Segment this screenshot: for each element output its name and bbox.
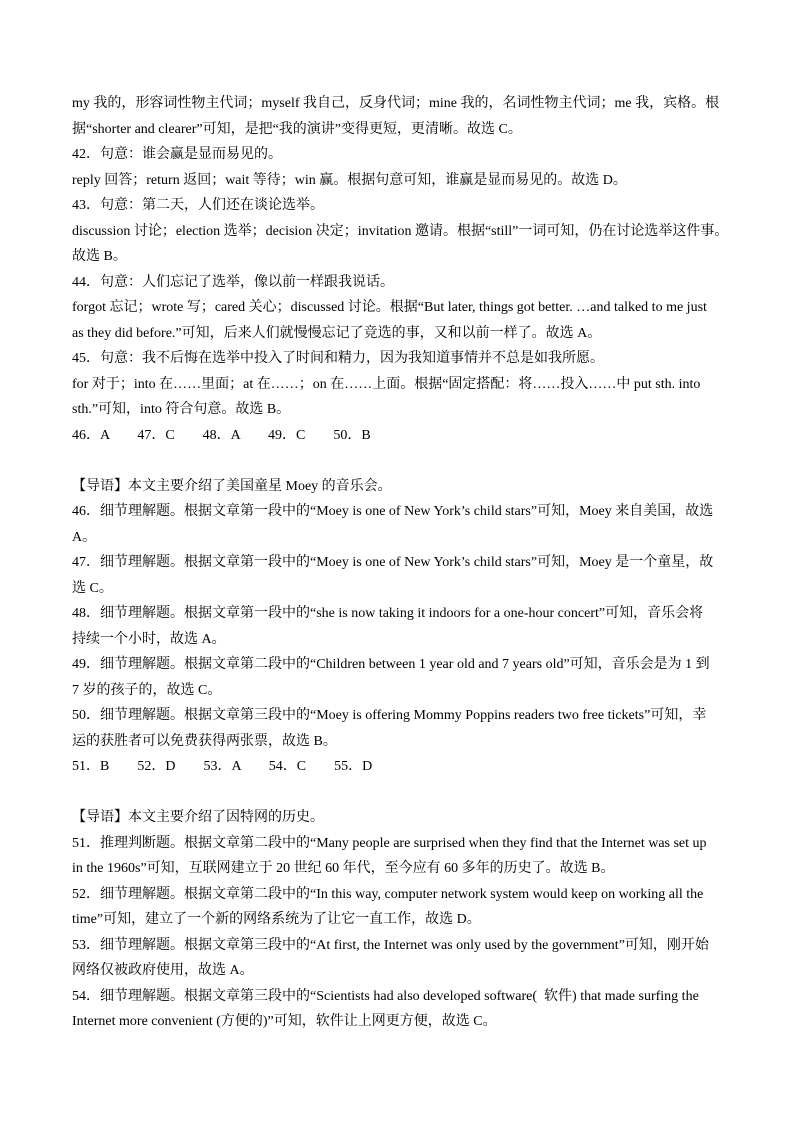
answer-explanations [72, 91, 732, 1035]
blank-line [72, 448, 732, 474]
text-line: 50．细节理解题。根据文章第三段中的“Moey is offering Mommy Poppins readers two free tickets”可知，幸 [72, 708, 707, 723]
text-line: 44．句意：人们忘记了选举，像以前一样跟我说话。 [72, 274, 394, 290]
text-line: 52．细节理解题。根据文章第二段中的“In this way, computer network system would keep on working all the [72, 886, 704, 902]
text-line: 7 岁的孩子的，故选 C。 [72, 682, 222, 698]
text-line: 45．句意：我不后悔在选举中投入了时间和精力，因为我知道事情并不总是如我所愿。 [72, 351, 604, 366]
text-line: 51．推理判断题。根据文章第二段中的“Many people are surprised when they find that the Internet was set up [72, 835, 707, 851]
text-line: in the 1960s”可知，互联网建立于 20 世纪 60 年代，至今应有 60 多年的历史了。故选 B。 [72, 861, 615, 876]
text-line: 运的获胜者可以免费获得两张票，故选 B。 [72, 733, 337, 749]
blank-line [72, 780, 732, 806]
text-line: discussion 讨论；election 选举；decision 决定；invitation 邀请。根据“still”一词可知，仍在讨论选举这件事。 [72, 223, 729, 239]
text-line: 47．细节理解题。根据文章第一段中的“Moey is one of New York’s child stars”可知，Moey 是一个童星，故 [72, 555, 714, 570]
text-line: 53．细节理解题。根据文章第三段中的“At first, the Internet was only used by the government”可知，刚开始 [72, 937, 709, 953]
text-line: Internet more convenient (方便的)”可知，软件让上网更方便，故选 C。 [72, 1014, 497, 1029]
answer-key-line: 46．A 47．C 48．A 49．C 50．B [72, 427, 371, 443]
text-line: for 对于；into 在……里面；at 在……；on 在……上面。根据“固定搭配：将……投入……中 put sth. into [72, 376, 701, 392]
text-line: 网络仅被政府使用，故选 A。 [72, 963, 254, 978]
text-line: 43．句意：第二天，人们还在谈论选举。 [72, 198, 324, 213]
text-line: my 我的，形容词性物主代词；myself 我自己，反身代词；mine 我的，名词性物主代词；me 我，宾格。根 [72, 96, 720, 111]
text-line: 42．句意：谁会赢是显而易见的。 [72, 147, 282, 162]
text-line: forgot 忘记；wrote 写；cared 关心；discussed 讨论。根据“But later, things got better. …and talked to me just [72, 300, 707, 315]
text-line: sth.”可知，into 符合句意。故选 B。 [72, 402, 291, 417]
text-line: reply 回答；return 返回；wait 等待；win 赢。根据句意可知，谁赢是显而易见的。故选 D。 [72, 172, 627, 188]
text-line: 持续一个小时，故选 A。 [72, 631, 226, 647]
guide-heading: 【导语】本文主要介绍了因特网的历史。 [72, 810, 324, 825]
text-line: 49．细节理解题。根据文章第二段中的“Children between 1 year old and 7 years old”可知，音乐会是为 1 到 [72, 657, 710, 672]
text-line: 故选 B。 [72, 249, 127, 264]
text-line: A。 [72, 529, 97, 545]
text-line: as they did before.”可知，后来人们就慢慢忘记了竞选的事，又和以前一样了。故选 A。 [72, 325, 602, 341]
answer-key-line: 51．B 52．D 53．A 54．C 55．D [72, 759, 373, 774]
text-line: 据“shorter and clearer”可知，是把“我的演讲”变得更短，更清晰。故选 C。 [72, 121, 522, 137]
text-line: 48．细节理解题。根据文章第一段中的“she is now taking it indoors for a one-hour concert”可知，音乐会将 [72, 606, 704, 621]
text-line: 54．细节理解题。根据文章第三段中的“Scientists had also developed software( 软件) that made surfing the [72, 988, 699, 1004]
text-line: 46．细节理解题。根据文章第一段中的“Moey is one of New York’s child stars”可知，Moey 来自美国，故选 [72, 504, 714, 519]
guide-heading: 【导语】本文主要介绍了美国童星 Moey 的音乐会。 [72, 478, 392, 494]
text-line: 选 C。 [72, 580, 113, 596]
text-line: time”可知，建立了一个新的网络系统为了让它一直工作，故选 D。 [72, 912, 481, 927]
